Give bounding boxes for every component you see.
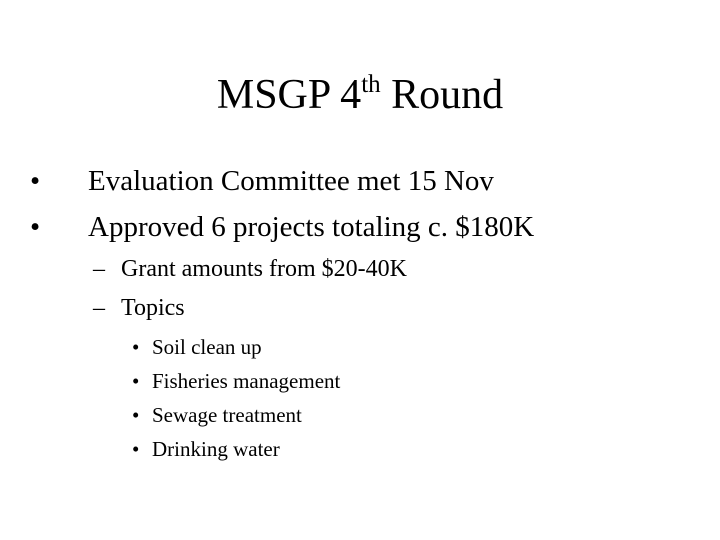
topic-marker: •: [132, 437, 140, 461]
title-superscript: th: [361, 71, 381, 98]
bullet-text: Approved 6 projects totaling c. $180K: [88, 211, 535, 243]
title-tail: Round: [380, 72, 504, 118]
topic-text: Fisheries management: [152, 369, 341, 393]
topic-marker: •: [132, 369, 140, 393]
title-main: MSGP 4: [216, 72, 362, 118]
topic-marker: •: [132, 403, 140, 427]
topic-text: Sewage treatment: [152, 403, 302, 427]
slide-title: [0, 66, 720, 124]
dash-marker: –: [93, 295, 105, 321]
topic-text: Drinking water: [152, 437, 280, 461]
sub-bullet-text: Grant amounts from $20-40K: [121, 256, 407, 282]
bullet-marker: •: [30, 211, 41, 243]
bullet-marker: •: [30, 165, 41, 197]
topic-marker: •: [132, 335, 140, 359]
bullet-text: Evaluation Committee met 15 Nov: [88, 165, 494, 197]
topic-text: Soil clean up: [152, 335, 262, 359]
dash-marker: –: [93, 256, 105, 282]
sub-bullet-text: Topics: [121, 295, 185, 321]
